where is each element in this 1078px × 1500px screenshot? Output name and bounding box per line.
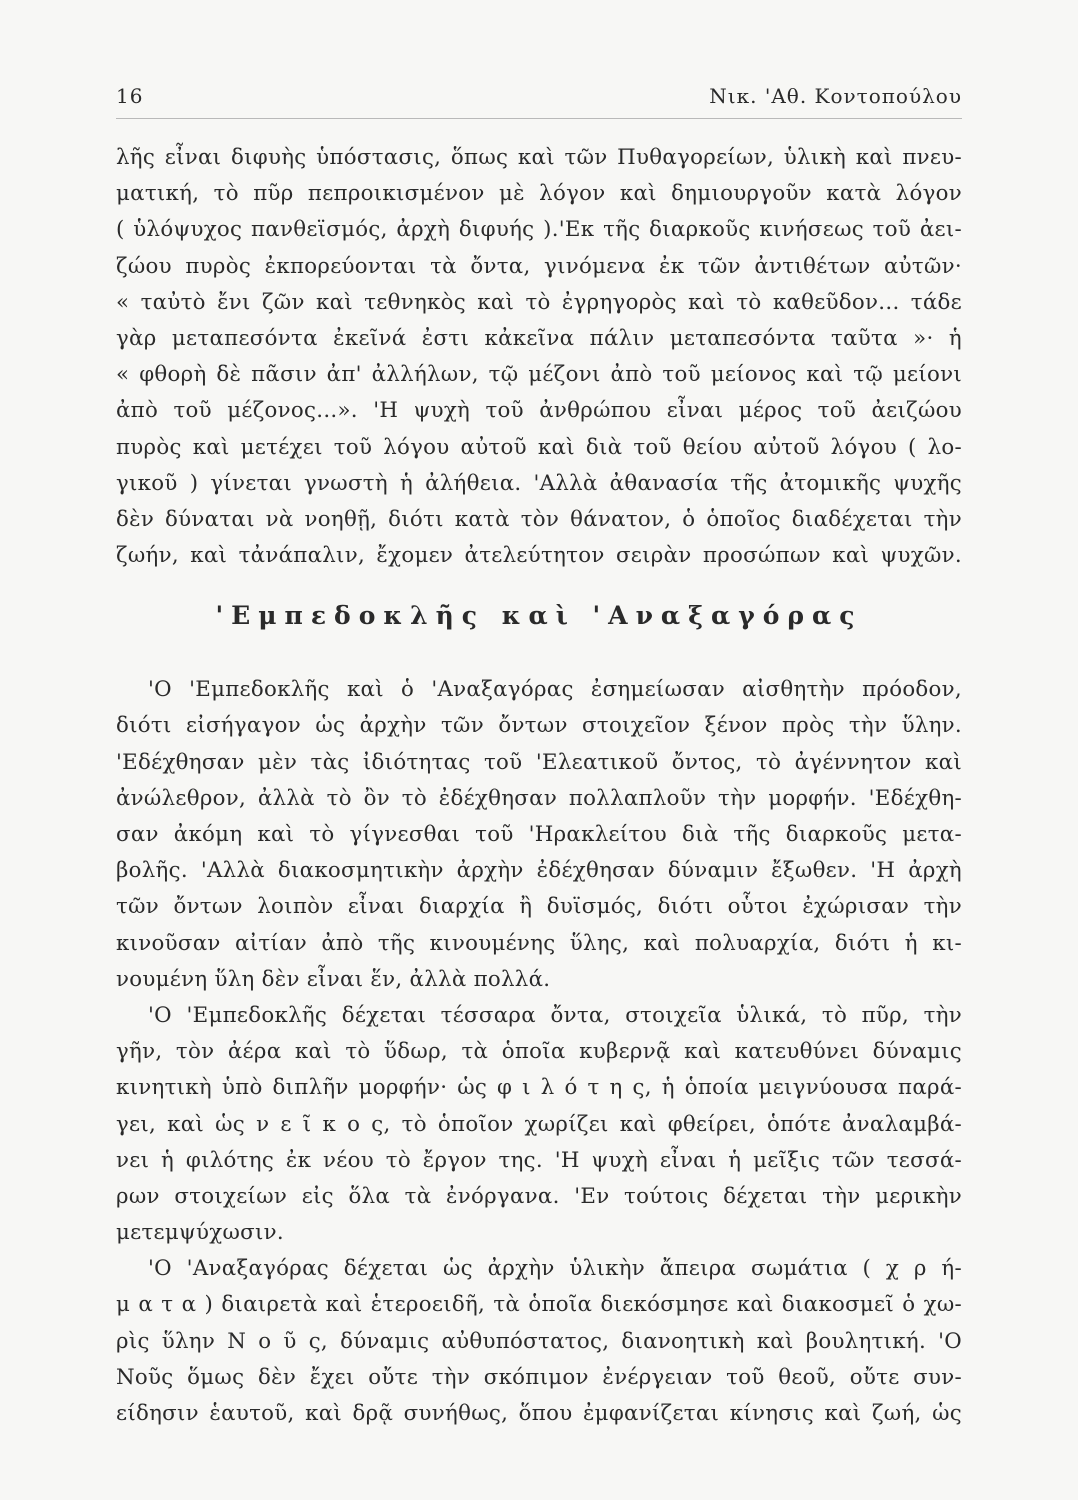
- text-line: ματική, τὸ πῦρ πεπροικισμένον μὲ λόγον καὶ δημιουργοῦν κατὰ λόγον: [116, 181, 962, 207]
- text-line: γικοῦ ) γίνεται γνωστὴ ἡ ἀλήθεια. 'Αλλὰ ἀθανασία τῆς ἀτομικῆς ψυχῆς: [116, 470, 962, 496]
- page-number: 16: [116, 84, 144, 108]
- text-line: ἀνώλεθρον, ἀλλὰ τὸ ὂν τὸ ἐδέχθησαν πολλαπλοῦν τὴν μορφήν. 'Εδέχθη-: [116, 785, 962, 811]
- text-line: γει, καὶ ὡς ν ε ῖ κ ο ς, τὸ ὁποῖον χωρίζει καὶ φθείρει, ὁπότε ἀναλαμβά-: [116, 1111, 962, 1137]
- text-line: γῆν, τὸν ἀέρα καὶ τὸ ὕδωρ, τὰ ὁποῖα κυβερνᾷ καὶ κατευθύνει δύναμις: [116, 1039, 962, 1065]
- text-line: δὲν δύναται νὰ νοηθῇ, διότι κατὰ τὸν θάνατον, ὁ ὁποῖος διαδέχεται τὴν: [116, 506, 962, 532]
- text-line: 'Ο 'Αναξαγόρας δέχεται ὡς ἀρχὴν ὑλικὴν ἄπειρα σωμάτια ( χ ρ ή-: [148, 1256, 962, 1282]
- running-head-author: Νικ. 'Αθ. Κοντοπούλου: [709, 84, 962, 108]
- text-line: ρων στοιχείων εἰς ὅλα τὰ ἐνόργανα. 'Εν τούτοις δέχεται τὴν μερικὴν: [116, 1183, 962, 1209]
- section-heading: 'Εμπεδοκλῆς καὶ 'Αναξαγόρας: [215, 601, 863, 631]
- text-line: σαν ἀκόμη καὶ τὸ γίγνεσθαι τοῦ 'Ηρακλείτου διὰ τῆς διαρκοῦς μετα-: [116, 822, 962, 847]
- text-line: είδησιν ἑαυτοῦ, καὶ δρᾷ συνήθως, ὅπου ἐμφανίζεται κίνησις καὶ ζωή, ὡς: [116, 1401, 962, 1426]
- text-line: νουμένη ὕλη δὲν εἶναι ἕν, ἀλλὰ πολλά.: [116, 966, 551, 992]
- text-line: « ταὐτὸ ἔνι ζῶν καὶ τεθνηκὸς καὶ τὸ ἐγρηγορὸς καὶ τὸ καθεῦδον... τάδε: [116, 289, 962, 315]
- text-line: διότι εἰσήγαγον ὡς ἀρχὴν τῶν ὄντων στοιχεῖον ξένον πρὸς τὴν ὕλην.: [116, 713, 962, 739]
- running-head: [116, 84, 962, 119]
- text-line: Νοῦς ὅμως δὲν ἔχει οὔτε τὴν σκόπιμον ἐνέργειαν τοῦ θεοῦ, οὔτε συν-: [116, 1364, 962, 1390]
- text-line: γὰρ μεταπεσόντα ἐκεῖνά ἐστι κἀκεῖνα πάλιν μεταπεσόντα ταῦτα »· ἡ: [116, 325, 962, 351]
- text-line: ( ὑλόψυχος πανθεϊσμός, ἀρχὴ διφυής ).'Εκ τῆς διαρκοῦς κινήσεως τοῦ ἀει-: [116, 217, 962, 243]
- text-line: μετεμψύχωσιν.: [116, 1220, 284, 1246]
- text-line: λῆς εἶναι διφυὴς ὑπόστασις, ὅπως καὶ τῶν Πυθαγορείων, ὑλικὴ καὶ πνευ-: [116, 145, 962, 170]
- page-body: [116, 140, 962, 1432]
- text-line: 'Ο 'Εμπεδοκλῆς καὶ ὁ 'Αναξαγόρας ἐσημείωσαν αἰσθητὴν πρόοδον,: [148, 677, 962, 703]
- text-line: 'Ο 'Εμπεδοκλῆς δέχεται τέσσαρα ὄντα, στοιχεῖα ὑλικά, τὸ πῦρ, τὴν: [148, 1002, 962, 1028]
- text-line: πυρὸς καὶ μετέχει τοῦ λόγου αὐτοῦ καὶ διὰ τοῦ θείου αὐτοῦ λόγου ( λο-: [116, 434, 962, 460]
- text-line: κινοῦσαν αἰτίαν ἀπὸ τῆς κινουμένης ὕλης, καὶ πολυαρχία, διότι ἡ κι-: [116, 930, 962, 956]
- text-line: 'Εδέχθησαν μὲν τὰς ἰδιότητας τοῦ 'Ελεατικοῦ ὄντος, τὸ ἀγέννητον καὶ: [116, 749, 962, 775]
- text-line: βολῆς. 'Αλλὰ διακοσμητικὴν ἀρχὴν ἐδέχθησαν δύναμιν ἔξωθεν. 'Η ἀρχὴ: [116, 858, 962, 884]
- text-line: ζώου πυρὸς ἐκπορεύονται τὰ ὄντα, γινόμενα ἐκ τῶν ἀντιθέτων αὐτῶν·: [116, 253, 962, 279]
- text-line: τῶν ὄντων λοιπὸν εἶναι διαρχία ἢ δυϊσμός, διότι οὗτοι ἐχώρισαν τὴν: [116, 894, 962, 920]
- text-line: νει ἡ φιλότης ἐκ νέου τὸ ἔργον της. 'Η ψυχὴ εἶναι ἡ μεῖξις τῶν τεσσά-: [116, 1147, 962, 1173]
- text-line: μ α τ α ) διαιρετὰ καὶ ἑτεροειδῆ, τὰ ὁποῖα διεκόσμησε καὶ διακοσμεῖ ὁ χω-: [116, 1292, 962, 1318]
- text-line: ρὶς ὕλην Ν ο ῦ ς, δύναμις αὐθυπόστατος, διανοητικὴ καὶ βουλητική. 'Ο: [116, 1328, 962, 1354]
- text-line: ζωήν, καὶ τἀνάπαλιν, ἔχομεν ἀτελεύτητον σειρὰν προσώπων καὶ ψυχῶν.: [116, 543, 962, 569]
- text-line: « φθορὴ δὲ πᾶσιν ἀπ' ἀλλήλων, τῷ μέζονι ἀπὸ τοῦ μείονος καὶ τῷ μείονι: [116, 362, 962, 388]
- text-line: ἀπὸ τοῦ μέζονος...». 'Η ψυχὴ τοῦ ἀνθρώπου εἶναι μέρος τοῦ ἀειζώου: [116, 398, 962, 424]
- text-line: κινητικὴ ὑπὸ διπλῆν μορφήν· ὡς φ ι λ ό τ η ς, ἡ ὁποία μειγνύουσα παρά-: [116, 1075, 962, 1101]
